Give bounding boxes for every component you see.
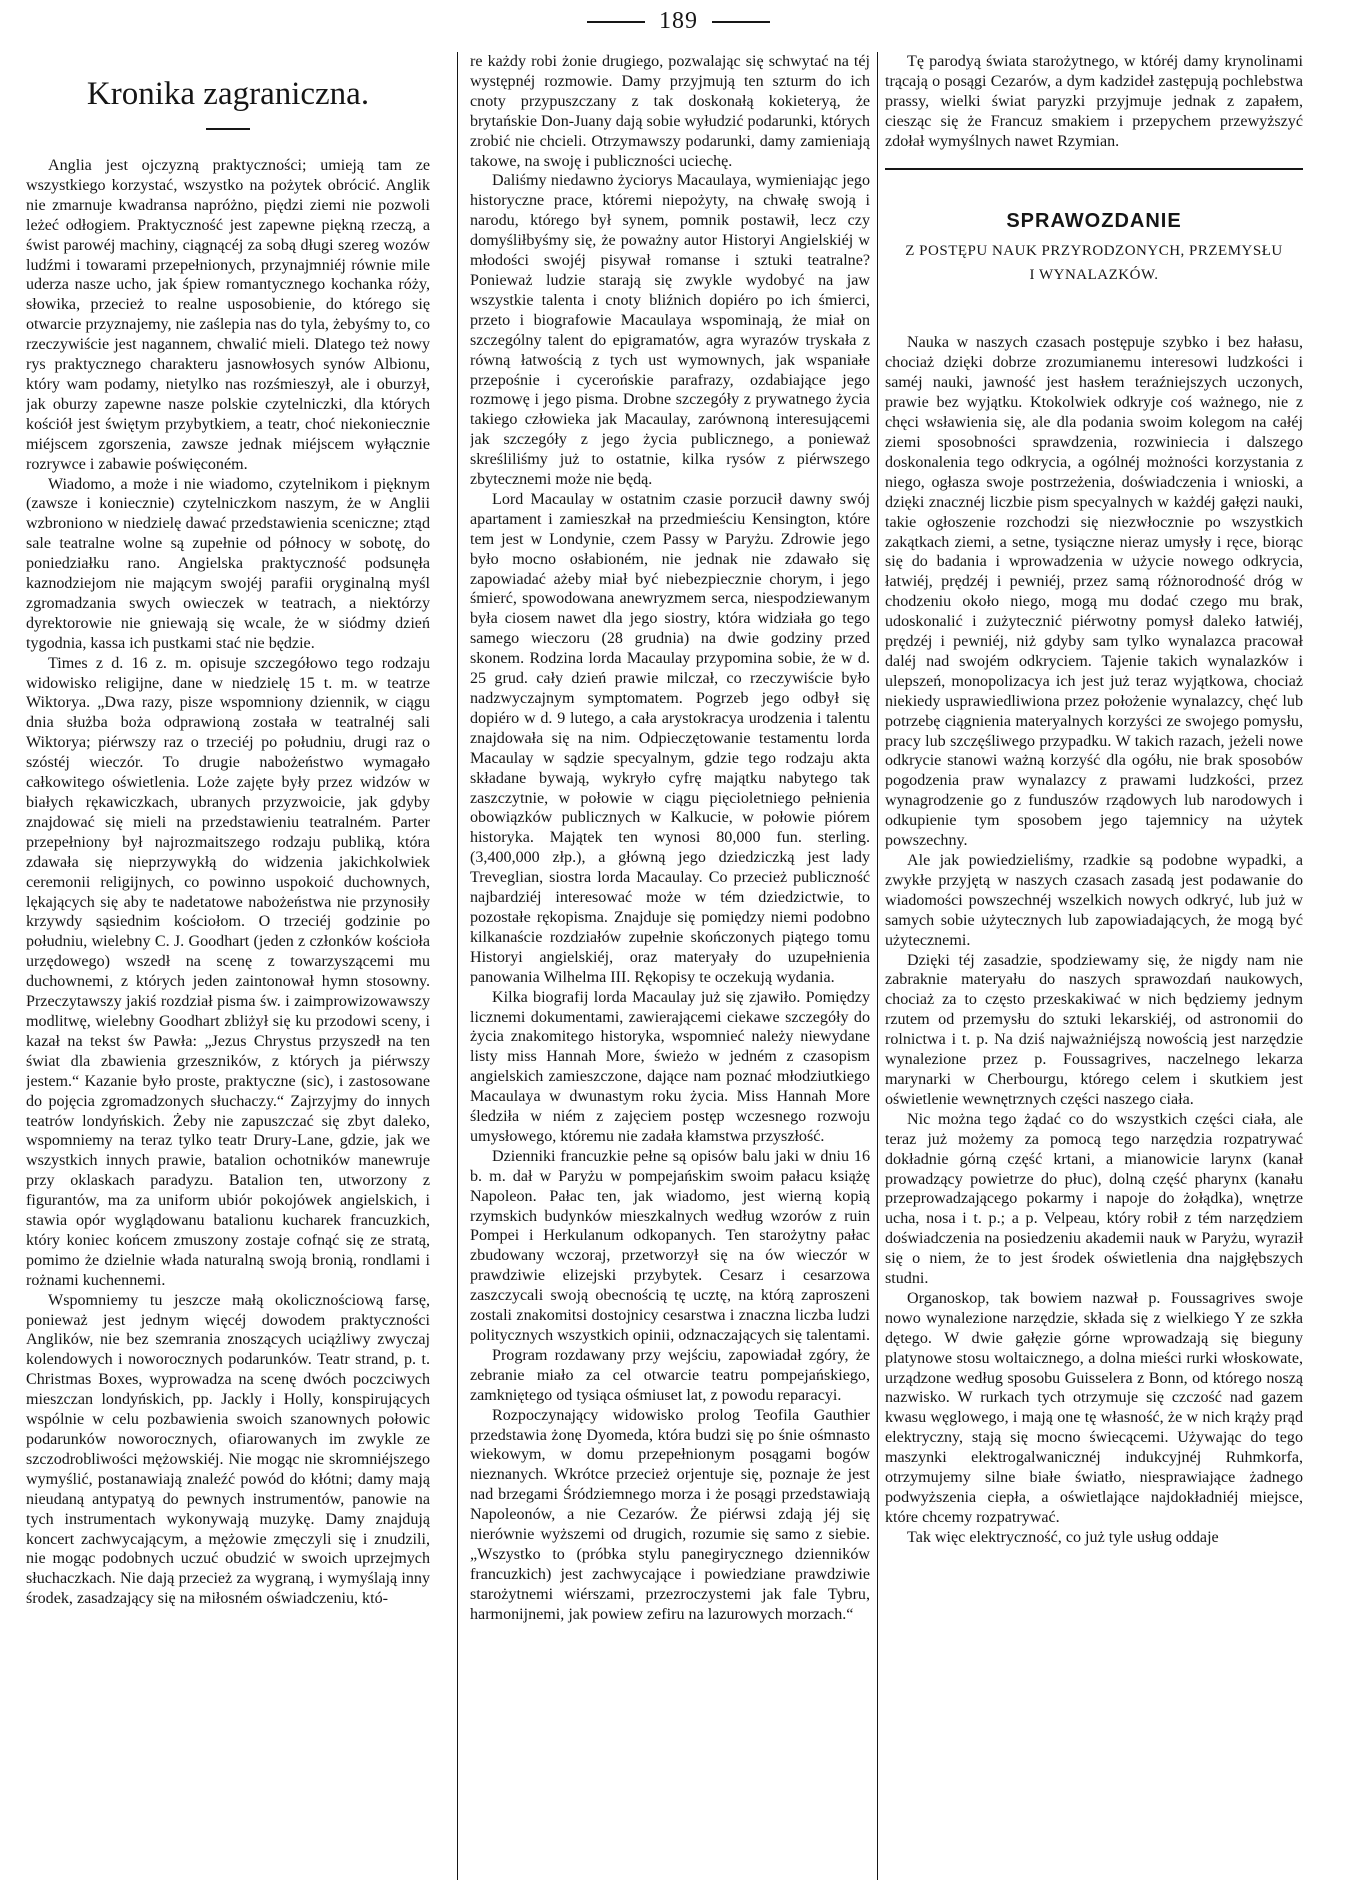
page-number bbox=[0, 8, 1357, 35]
report-paragraph: Nauka w naszych czasach postępuje szybko i bez hałasu, chociaż dzięki dobrze zrozumianemu interesowi ludzkości i saméj nauki, jawność jest hasłem teraźniejszych uczonych, prawie bez wyjątku. Ktokolwiek odkryje coś ważnego, nie z chęci wsławienia się, ale dla podania swoim kolegom na całéj ziemi sposobności sprawdzenia, rozwiniecia i dalszego doskonalenia tego odkrycia, a ogólnéj możności korzystania z niego, ogłasza swoje postrzeżenia, doświadczenia i wnioski, a dzięki znacznéj liczbie pism specyalnych w każdéj gałęzi nauki, takie ogłoszenie rozchodzi się niezwłocznie po wszystkich zakątkach ziemi, a setne, tysiączne nieraz umysły i ręce, biorąc się do badania i wprowadzenia w użycie nowego odkrycia, łatwiéj, prędzéj i pewniéj, przez samą różnorodność dróg w chodzeniu około niego, mogą mu dodać czego mu brak, udoskonalić i zużytecznić piérwotny pomysł daleko łatwiéj, prędzéj i pewniéj, niż gdyby sam tylko wynalazca pracował daléj nad swojém odkryciem. Tajenie takich wynalazków i ulepszeń, monopolizacya ich jest już teraz wyjątkowa, chociaż niekiedy usprawiedliwiona przez położenie wynalazcy, chęć lub potrzebę ciągnienia materyalnych korzyści ze swojego pomysłu, pracy lub szczęśliwego przypadku. W takich razach, jeżeli nowe odkrycie stanowi ważną korzyść dla ogółu, nie brak sposobów pogodzenia praw wynalazcy z prawami ludzkości, przez wynagrodzenie go z funduszów rządowych lub narodowych i odkupienie tym sposobem jego tajemnicy na użytek powszechny. bbox=[885, 334, 1303, 850]
chronicle-paragraph: Anglia jest ojczyzną praktyczności; umieją tam ze wszystkiego korzystać, wszystko na pożytek obrócić. Anglik nie zmarnuje kwadransa napróżno, piędzi ziemi nie pozwoli leżeć odłogiem. Praktyczność jest zapewne piękną rzeczą, a świst parowéj machiny, ciągnącéj za sobą długi szereg wozów ludźmi i towarami przepełnionych, przynajmniéj równie mile uderza nasze ucho, jak śpiew romantycznego kochanka róży, słowika, przecież to realne usposobienie, do którego się otwarcie przyznajemy, nie zaślepia nas do tyla, żebyśmy to, co rzeczywiście jest nagannem, chwalić mieli. Dlatego też nowy rys praktycznego charakteru jasnowłosych synów Albionu, który wam podamy, nietylko nas rozśmieszył, ale i oburzył, jak oburzy zapewne nasze polskie czytelniczki, dla których kościół jest świętym przybytkiem, a teatr, choć niekoniecznie miéjscem zgorszenia, zawsze jednak miéjscem wyłącznie rozrywce i zabawie poświęconém. bbox=[26, 157, 430, 473]
column-divider-right bbox=[877, 52, 878, 1880]
chronicle-paragraph: re każdy robi żonie drugiego, pozwalając się schwytać na téj występnéj rozmowie. Damy przyjmują ten szturm do ich cnoty przypuszczany z tak doskonałą kokieteryą, że brytańskie Don-Juany dają sobie wyłudzić podarunki, których zrobić nie chcieli. Otrzymawszy podarunki, damy zamieniają takowe, na swoję i publiczności uciechę. bbox=[470, 53, 870, 170]
column-right bbox=[885, 52, 1303, 1877]
page-number-value: 189 bbox=[659, 8, 698, 34]
column-middle bbox=[470, 52, 870, 1877]
chronicle-paragraph: Lord Macaulay w ostatnim czasie porzucił dawny swój apartament i zamieszkał na przedmieściu Kensington, które tem jest w Londynie, czem Passy w Paryżu. Zdrowie jego było mocno osłabioném, nie jednak nie zdawało się zapowiadać ażeby miał być niebezpiecznie chorym, i jego śmierć, spowodowana anewryzmem serca, niespodziewanym była ciosem nawet dla jego siostry, która widziała go tego samego wieczoru (28 grudnia) na dwie godziny przed skonem. Rodzina lorda Macaulay przypomina sobie, że w d. 25 grud. cały dzień prawie milczał, co rzeczywiście było nadzwyczajnym symptomatem. Pogrzeb jego odbył się dopiéro w d. 9 lutego, a cała arystokracya urodzenia i talentu znajdowała się na nim. Odpieczętowanie testamentu lorda Macaulay w sądzie specyalnym, gdzie tego rodzaju akta składane bywają, wykryło cyfrę majątku nabytego tak zaszczytnie, w połowie w ciągu pięcioletniego pełnienia obowiązków publicznych w Kalkucie, w połowie piórem historyka. Majątek ten wynosi 80,000 fun. sterling. (3,400,000 złp.), a główną jego dziedziczką jest lady Treveglian, siostra lorda Macaulay. Co przecież publiczność najbardziéj interesować może w tém dziedzictwie, to pozostałe rękopisma. Znajduje się pomiędzy niemi podobno kilkanaście rozdziałów zupełnie skończonych piątego tomu Historyi angielskiéj, oraz materyały do uzupełnienia panowania Wilhelma III. Rękopisy te oczekują wydania. bbox=[470, 490, 870, 986]
chronicle-paragraph: Dzienniki francuzkie pełne są opisów balu jaki w dniu 16 b. m. dał w Paryżu w pompejańskim swoim pałacu książę Napoleon. Pałac ten, jak wiadomo, jest wierną kopią rzymskich budynków mieszkalnych według wzorów z ruin Pompei i Herkulanum odkopanych. Ten starożytny pałac zbudowany wczoraj, przetworzył się na ów wieczór w prawdziwie elizejski przybytek. Cesarz i cesarzowa zaszczycali swoją obecnością tę ucztę, na którą zaproszeni zostali znakomitsi dostojnicy cesarstwa i znaczna liczba ludzi politycznych wszystkich opinii, odznaczających się talentami. bbox=[470, 1147, 870, 1344]
chronicle-paragraph: Daliśmy niedawno życiorys Macaulaya, wymieniając jego historyczne prace, któremi niepożyty, na chwałę swoją i narodu, którego był synem, pomnik postawił, lecz czy domyśliłbyśmy się, że poważny autor Historyi Angielskiéj w młodości swojéj pisywał romanse i sztuki teatralne? Ponieważ ludzie starają się zwykle wydobyć na jaw wszystkie talenta i cnoty bliźnich dopiéro po ich śmierci, przeto i biografowie Macaulaya wspominają, że miał on szczególny talent do epigramatów, agra wyrazów tryskała z równą łatwością z tych ust wymownych, jak wspaniałe przepośnie i cycerońskie parafrazy, ozdabiające jego rozmowę i jego pisma. Drobne szczegóły z prywatnego życia takiego człowieka jak Macaulay, zarównoną interesującemi jak szczegóły z jego życia publicznego, a ponieważ skreśliliśmy już to ostatnie, kilka rysów z piérwszego zbytecznemi może nie będą. bbox=[470, 172, 870, 489]
chronicle-title: Kronika zagraniczna. bbox=[86, 76, 370, 112]
title-rule bbox=[206, 128, 250, 130]
section-divider bbox=[885, 168, 1303, 170]
page-number-left-dash bbox=[587, 21, 645, 23]
report-title: SPRAWOZDANIE bbox=[1006, 209, 1182, 232]
chronicle-paragraph: Wspomniemy tu jeszcze małą okolicznościową farsę, ponieważ jest jednym więcéj dowodem praktyczności Anglików, nie bez szemrania znoszących uciążliwy zwyczaj kolendowych i noworocznych podarunków. Teatr strand, p. t. Christmas Boxes, wyprowadza na scenę dwóch poczciwych mieszczan londyńskich, pp. Jackly i Holly, konspirujących wspólnie w celu pozbawienia swoich szanownych połowic podarunków noworocznych, ofiarowanych im zwykle ze szczodrobliwości mężowskiéj. Nie mogąc nie skromniéjszego wymyślić, postanawiają znaleźć powód do kłótni; damy mają nieudaną antypatyą do pewnych instrumentów, panowie na tych instrumentach wykonywają muzykę. Damy znajdują koncert zachwycającym, a mężowie zmęczyli się i znudzili, nie mogąc podobnych uczuć obudzić w swoich uprzejmych słuchaczkach. Nie dają przecież za wygraną, i wymyślają inny środek, zasadzający się na miłosném oświadczeniu, któ- bbox=[26, 1291, 430, 1608]
chronicle-paragraph: Rozpoczynający widowisko prolog Teofila Gauthier przedstawia żonę Dyomeda, która budzi się po śnie ośmnasto wiekowym, w domu przepełnionym posągami bogów nieznanych. Wkrótce przecież orjentuje się, poznaje że jest nad brzegami Śródziemnego morza i że posągi przedstawiają Napoleonów, a nie Cezarów. Że piérwsi zdają jéj się nierównie wyższemi od drugich, rozumie się samo z siebie. „Wszystko to (próbka stylu panegirycznego dzienników francuzkich) jest zachwycające i powiedziane prawdziwie starożytnemi wiérszami, przezroczystemi jak fale Tybru, harmonijnemi, jak powiew zefiru na lazurowych morzach.“ bbox=[470, 1406, 870, 1623]
column-divider-left bbox=[457, 52, 458, 1880]
chronicle-paragraph: Kilka biografij lorda Macaulay już się zjawiło. Pomiędzy licznemi dokumentami, zawierającemi ciekawe szczegóły do życia znakomitego historyka, wspomnieć należy niewydane listy miss Hannah More, świeżo w jedném z czasopism angielskich zamieszczone, dające nam poznać młodziutkiego Macaulaya w dwunastym roku życia. Miss Hannah More śledziła w niém z zajęciem postęp wczesnego rozwoju umysłowego, któremu nie zadała kłamstwa przyszłość. bbox=[470, 988, 870, 1145]
report-paragraph: Organoskop, tak bowiem nazwał p. Foussagrives swoje nowo wynalezione narzędzie, składa się z wielkiego Y ze szkła dętego. W dwie gałęzie górne wprowadzają się bieguny platynowe stosu woltaicznego, a dolna mieści rurki włoskowate, urządzone według sposobu Guisselera z Bonn, od którego noszą nazwisko. W rurkach tych otrzymuje się czczość nad gazem kwasu węglowego, i mają one tę własność, że w nich krąży prąd elektryczny, stają się mocno świecącemi. Używając do tego maszynki elektrogalwanicznéj indukcyjnéj Ruhmkorfa, otrzymujemy silne białe światło, niesprawiające żadnego podwyższenia ciepła, a oświetlające najdokładniéj miejsce, które chcemy rozpatrywać. bbox=[885, 1289, 1303, 1526]
report-paragraph: Tak więc elektryczność, co już tyle usług oddaje bbox=[907, 1528, 1219, 1546]
report-paragraph: Ale jak powiedzieliśmy, rzadkie są podobne wypadki, a zwykłe przyjętą w naszych czasach zasadą jest podawanie do wiadomości powszechnéj wszelkich nowych odkryć, lub już w samych sobie użytecznych lub zapowiadających, że mogą być użytecznemi. bbox=[885, 852, 1303, 949]
report-subtitle bbox=[885, 239, 1303, 287]
report-spacer bbox=[885, 287, 1303, 333]
chronicle-paragraph: Times z d. 16 z. m. opisuje szczegółowo tego rodzaju widowisko religijne, dane w niedzielę 15 t. m. w teatrze Wiktorya. „Dwa razy, pisze wspomniony dziennik, w ciągu dnia służba boża odprawioną została w teatralnéj sali Wiktorya; piérwszy raz o trzeciéj po południu, drugi raz o szóstéj wieczór. To drugie nabożeństwo wymagało całkowitego oświetlenia. Loże zajęte były przez widzów w białych rękawiczkach, ubranych przyzwoicie, jak gdyby znajdować się mieli na przedstawieniu teatralném. Parter przepełniony był najrozmaitszego rodzaju publiką, która zdawała się nieprzywykłą do widzenia jakichkolwiek ceremonii religijnych, co powinno uspokoić duchownych, lękających się aby te nadetatowe nabożeństwa nie przynosiły krzywdy sąsiednim kościołom. O trzeciéj godzinie po południu, wielebny C. J. Goodhart (jeden z członków kościoła urzędowego) wszedł na scenę z towarzyszącemi mu duchownemi, z których jeden zaintonował hymn stosowny. Przeczytawszy jakiś rozdział pisma św. i zaimprowizowawszy modlitwę, wielebny Goodhart zbliżył się ku przodowi sceny, i kazał na tekst św Pawła: „Jezus Chrystus przyszedł na ten świat dla zbawienia grzeszników, z których ja piérwszy jestem.“ Kazanie było proste, praktyczne (sic), i zastosowane do pojęcia zgromadzonych słuchaczy.“ Zajrzyjmy do innych teatrów londyńskich. Żeby nie zapuszczać się zbyt daleko, wspomniemy na teraz tylko teatr Drury-Lane, gdzie, jak we wszystkich innych prawie, batalion ochotników manewruje przy oklaskach paradyzu. Batalion ten, utworzony z figurantów, ma za uniform ubiór pokojówek angielskich, i stawia opór wyglądowanu batalionu kucharek francuzkich, który koniec końcem zmuszony zostaje cofnąć się ze stratą, pomimo że dzielnie włada naturalną swoją bronią, rondlami i rożnami kuchennemi. bbox=[26, 654, 430, 1289]
column-left bbox=[26, 52, 430, 1877]
page-number-right-dash bbox=[712, 21, 770, 23]
report-paragraph: Nic można tego żądać co do wszystkich części ciała, ale teraz już możemy za pomocą tego narzędzia rozpatrywać dokładnie górną część krtani, a mianowicie larynx (kanał prowadzący powietrze do płuc), dolną część pharynx (kanału przeprowadzającego pokarmy i napoje do żołądka), wnętrze ucha, nosa i t. p.; a p. Velpeau, który robił z tém narzędziem doświadczenia na posiedzeniu akademii nauk w Paryżu, wyraził się o niem, że to jest środek oświetlenia dna najgłębszych studni. bbox=[885, 1110, 1303, 1288]
chronicle-closing-paragraph: Tę parodyą świata starożytnego, w któréj damy krynolinami trącają o posągi Cezarów, a dym kadzideł zastępują pochlebstwa prassy, wielki świat paryzki przyjmuje jednak z zapałem, ciesząc się że Francuz smakiem i przepychem przewyższyć zdołał wymyślnych nawet Rzymian. bbox=[885, 53, 1303, 150]
report-subtitle-line-2: I WYNALAZKÓW. bbox=[1029, 267, 1159, 284]
report-subtitle-line-1: Z POSTĘPU NAUK PRZYRODZONYCH, PRZEMYSŁU bbox=[905, 243, 1283, 260]
chronicle-paragraph: Wiadomo, a może i nie wiadomo, czytelnikom i pięknym (zawsze i koniecznie) czytelniczkom naszym, że w Anglii wzbroniono w niedzielę dawać przedstawienia sceniczne; ztąd sale teatralne wolne są zupełnie od północy w sobotę, do poniedziałku rano. Angielska praktyczność podsunęła kaznodziejom nie mającym swojéj parafii oryginalną myśl zgromadzania swych owieczek w teatrach, a niektórzy dyrektorowie nie gniewają się wcale, że w siódmy dzień tygodnia, kassa ich pustkami stać nie będzie. bbox=[26, 475, 430, 652]
report-paragraph: Dzięki téj zasadzie, spodziewamy się, że nigdy nam nie zabraknie materyału do naszych sprawozdań naukowych, chociaż za to często przeskakiwać w nich będziemy jednym rzutem od przemysłu do sztuki lekarskiéj, od astronomii do rolnictwa i t. p. Na dziś najważniéjszą nowością jest narzędzie wynalezione przez p. Foussagrives, naczelnego lekarza marynarki w Cherbourgu, którego celem i skutkiem jest oświetlenie wewnętrznych części naszego ciała. bbox=[885, 951, 1303, 1108]
chronicle-paragraph: Program rozdawany przy wejściu, zapowiadał zgóry, że zebranie miało za cel otwarcie teatru pompejańskiego, zamkniętego od tysiąca ośmiuset lat, z powodu reparacyi. bbox=[470, 1346, 870, 1404]
